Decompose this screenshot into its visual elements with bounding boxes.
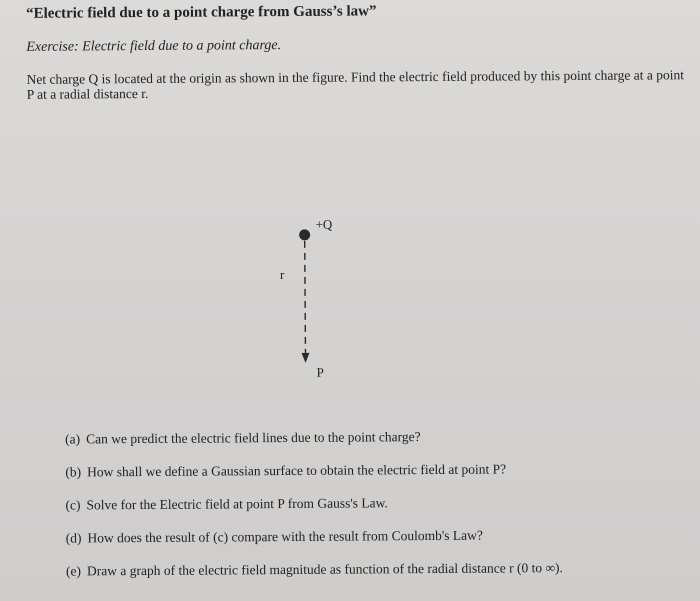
question-item [65,460,685,497]
question-marker: (d) [65,530,82,546]
charge-label: +Q [315,216,333,232]
question-marker: (c) [65,497,81,513]
point-charge-figure [271,213,352,384]
exercise-heading: Exercise: Electric field due to a point charge. [26,38,282,55]
arrow-head-icon [301,353,309,363]
question-marker: (e) [65,563,82,579]
question-text: How shall we define a Gaussian surface to obtain the electric field at point P? [86,461,507,480]
document-title: “Electric field due to a point charge from Gauss’s law” [26,3,377,22]
question-text: Can we predict the electric field lines due to the point charge? [85,429,421,447]
question-list [65,427,686,596]
question-text: Solve for the Electric field at point P from Gauss's Law. [86,495,388,513]
question-item [66,526,686,563]
problem-statement: Net charge Q is located at the origin as shown in the figure. Find the electric field produced by this point charge at a point P at a radial distance r. [26,67,685,102]
question-marker: (a) [65,431,81,447]
question-text: How does the result of (c) compare with the result from Coulomb's Law? [87,527,483,546]
question-marker: (b) [65,464,82,480]
point-label: P [316,364,324,380]
question-text: Draw a graph of the electric field magnitude as function of the radial distance r (0 to ∞). [86,560,563,579]
question-item [65,427,685,464]
radial-distance-line [305,241,306,353]
figure-drawing [271,213,352,384]
distance-label: r [279,267,285,283]
charge-dot [299,229,310,240]
question-item [65,493,685,530]
question-item [66,559,686,596]
